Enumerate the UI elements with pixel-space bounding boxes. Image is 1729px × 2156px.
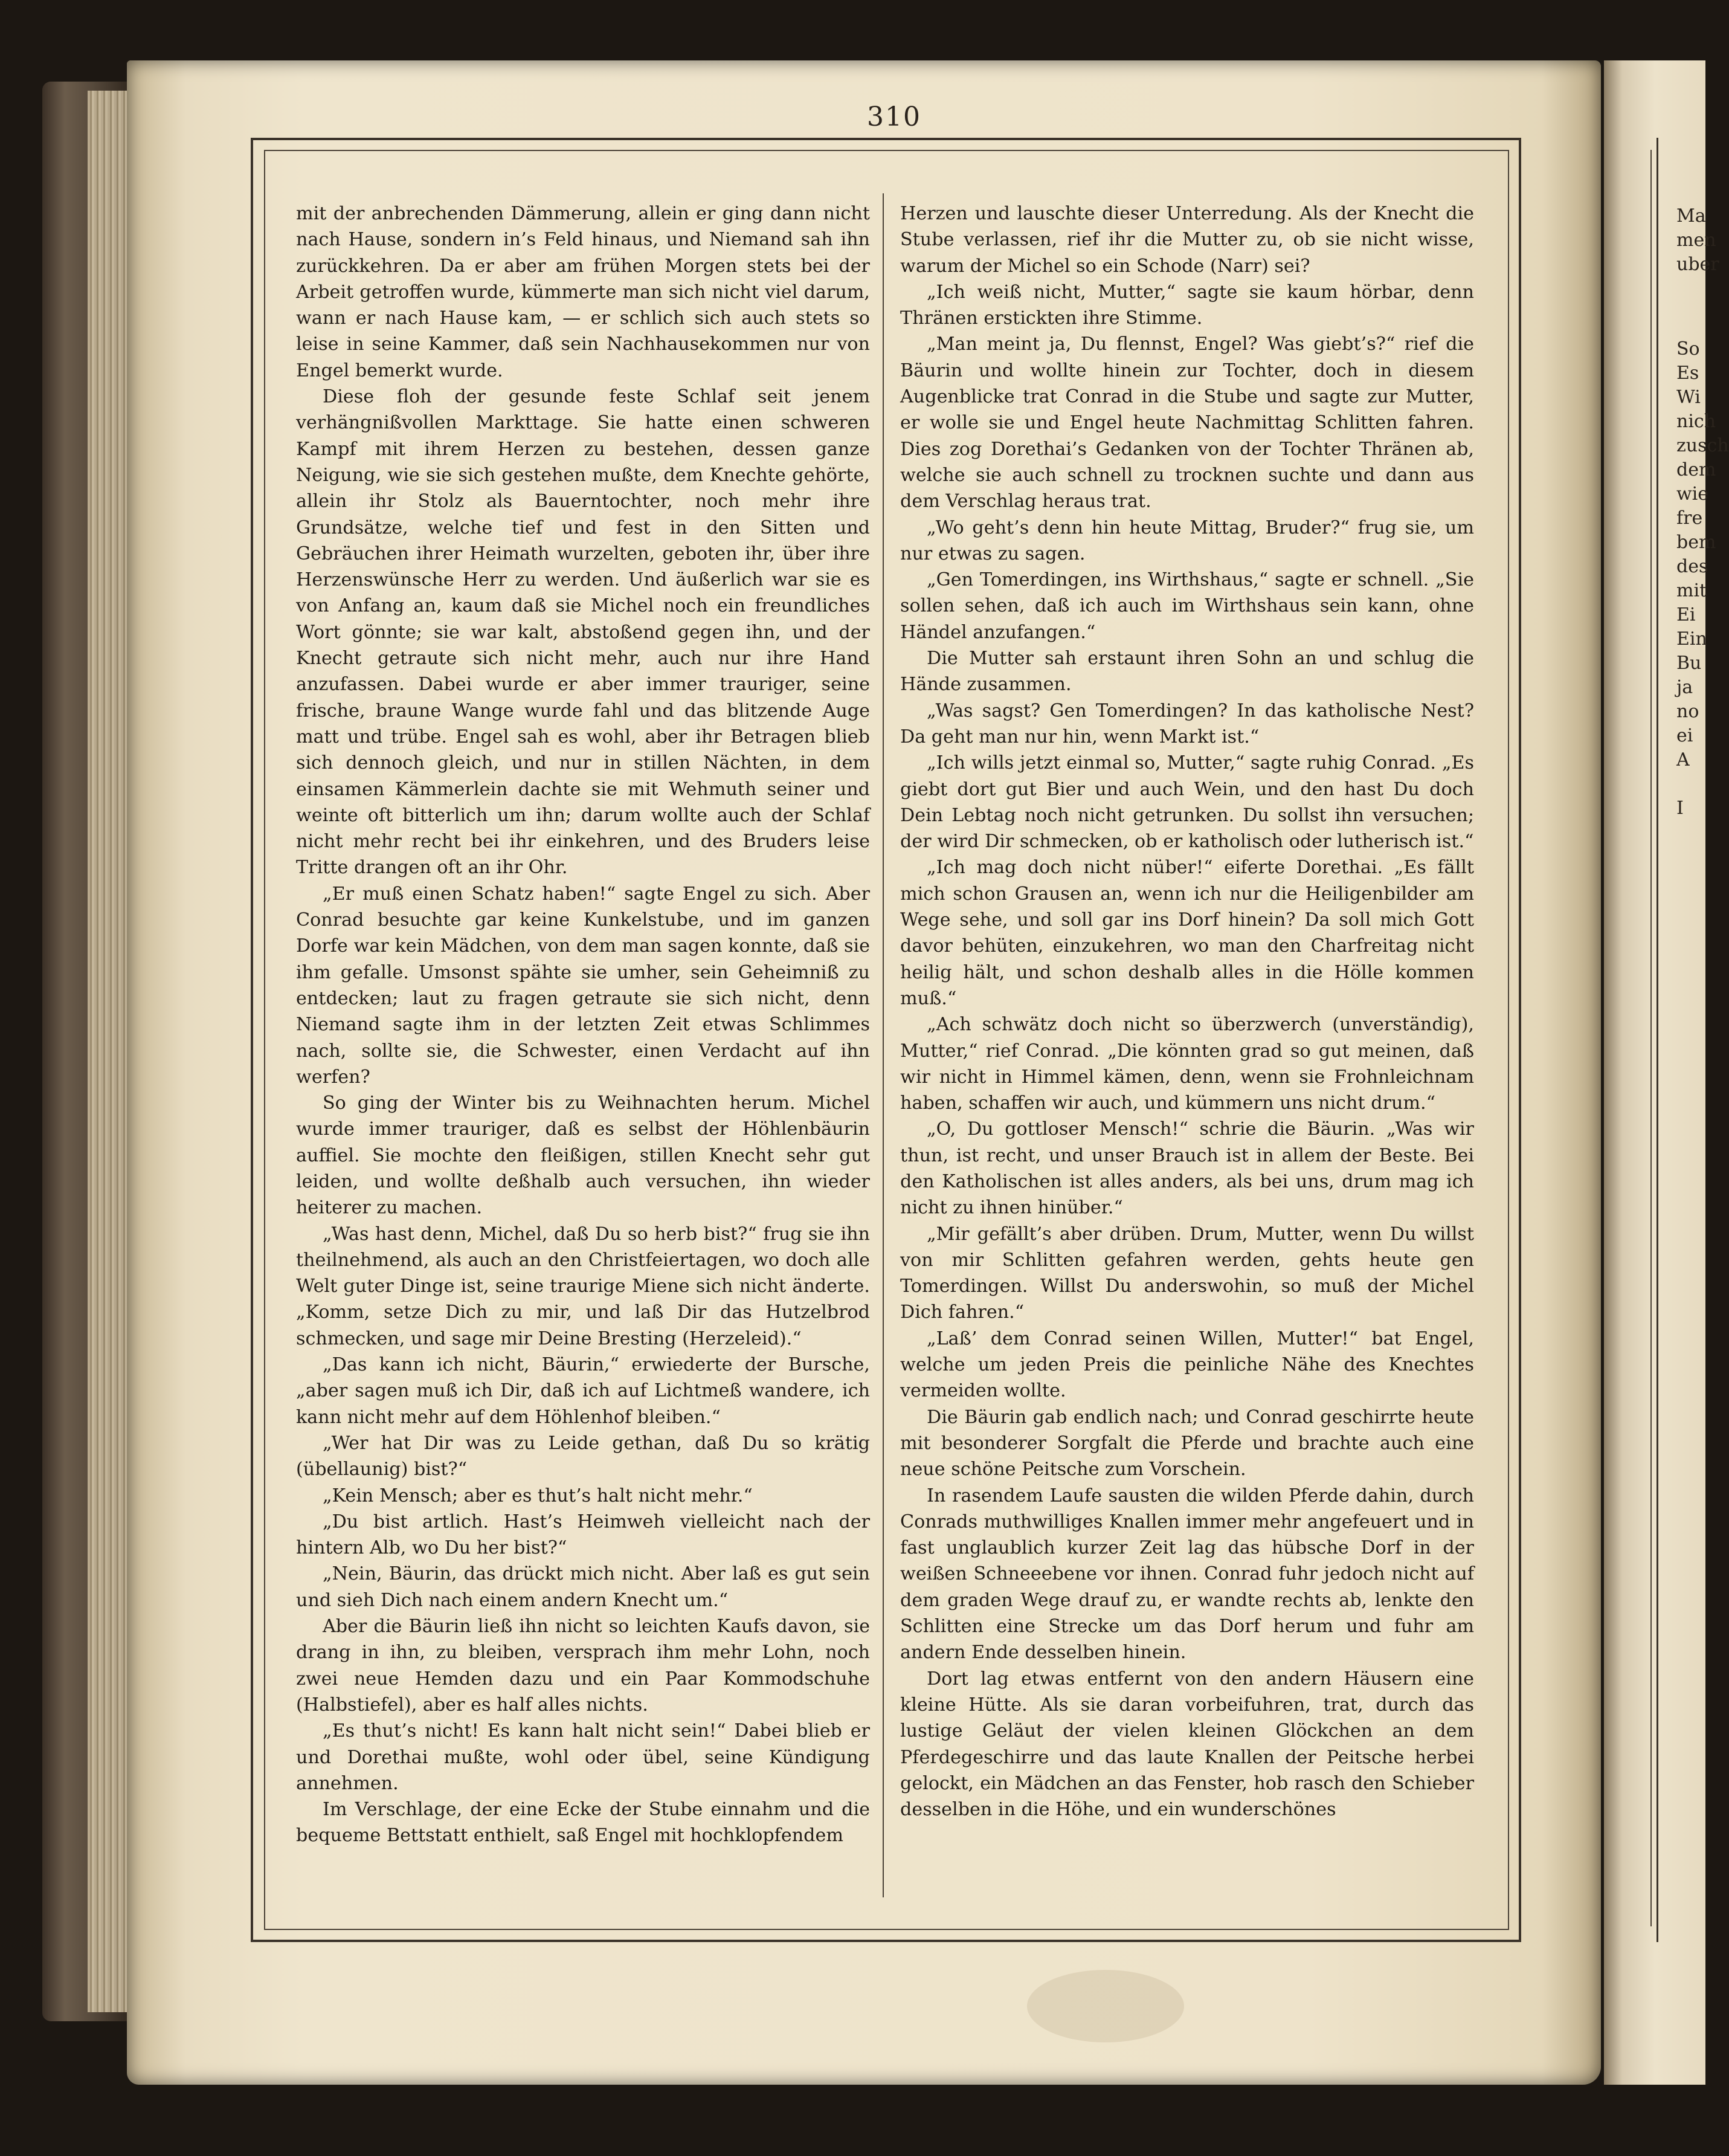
paragraph: „Was hast denn, Michel, daß Du so herb bist?“ frug sie ihn theilnehmend, als auch an den Christfeiertagen, wo doch alle Welt guter Dinge ist, seine traurige Miene sich nicht änderte. „Komm, setze Dich zu mir, und laß Dir das Hutzelbrod schmecken, und sage mir Deine Bresting (Herzeleid).“ <box>296 1223 870 1349</box>
facing-page-fragment: Ma <box>1676 205 1706 227</box>
facing-page-frame <box>1657 138 1658 1942</box>
facing-page-fragment: So <box>1676 338 1700 360</box>
paragraph: mit der anbrechenden Dämmerung, allein er ging dann nicht nach Hause, sondern in’s Feld hinaus, und Niemand sah ihn zurückkehren. Da er aber am frühen Morgen stets bei der Arbeit getroffen wurde, kümmerte man sich nicht viel darum, wann er nach Hause kam, — er schlich sich auch stets so leise in seine Kammer, daß sein Nachhausekommen nur von Engel bemerkt wurde. <box>296 203 870 381</box>
paragraph: Die Mutter sah erstaunt ihren Sohn an und schlug die Hände zusammen. <box>900 648 1474 696</box>
paragraph: „Kein Mensch; aber es thut’s halt nicht mehr.“ <box>323 1485 753 1506</box>
facing-page-fragment: wie <box>1676 483 1709 505</box>
paragraph: „Ich wills jetzt einmal so, Mutter,“ sagte ruhig Conrad. „Es giebt dort gut Bier und auch Wein, und den hast Du doch Dein Lebtag noch nicht getrunken. Du sollst ihn versuchen; der wird Dir schmecken, ob er katholisch oder lutherisch ist.“ <box>900 752 1474 853</box>
paragraph: „Ich mag doch nicht nüber!“ eiferte Dorethai. „Es fällt mich schon Grausen an, wenn ich nur die Heiligenbilder am Wege sehe, und soll gar ins Dorf hinein? Da soll mich Gott davor behüten, einzukehren, wo man den Charfreitag nicht heilig hält, und schon deshalb alles in die Hölle kommen muß.“ <box>900 857 1474 1009</box>
facing-page-fragment: dem <box>1676 459 1716 480</box>
paragraph: So ging der Winter bis zu Weihnachten herum. Michel wurde immer trauriger, daß es selbst der Höhlenbäurin auffiel. Sie mochte den fleißigen, stillen Knecht sehr gut leiden, und wollte deßhalb auch versuchen, ihn wieder heiterer zu machen. <box>296 1093 870 1219</box>
paragraph: „Du bist artlich. Hast’s Heimweh vielleicht nach der hintern Alb, wo Du her bist?“ <box>296 1511 870 1559</box>
paragraph: „Er muß einen Schatz haben!“ sagte Engel zu sich. Aber Conrad besuchte gar keine Kunkelstube, und im ganzen Dorfe war kein Mädchen, von dem man sagen konnte, daß sie ihm gefalle. Umsonst spähte sie umher, sein Geheimniß zu entdecken; laut zu fragen getraute sie sich nicht, denn Niemand sagte ihm in der letzten Zeit etwas Schlimmes nach, sollte sie, die Schwester, einen Verdacht auf ihn werfen? <box>296 883 870 1088</box>
facing-page-frame-inner <box>1650 150 1652 1926</box>
paragraph: Dort lag etwas entfernt von den andern Häusern eine kleine Hütte. Als sie daran vorbeifuhren, trat, durch das lustige Geläut der vielen kleinen Glöckchen an dem Pferdegeschirre und das laute Knallen der Peitsche herbei gelockt, ein Mädchen an das Fenster, hob rasch den Schieber desselben in die Höhe, und ein wunderschönes <box>900 1668 1474 1821</box>
facing-page-fragment: des <box>1676 556 1708 577</box>
facing-page-fragment: uber <box>1676 254 1719 275</box>
facing-page-fragment: A <box>1676 749 1690 770</box>
paragraph: „Nein, Bäurin, das drückt mich nicht. Aber laß es gut sein und sieh Dich nach einem andern Knecht um.“ <box>296 1563 870 1611</box>
right-column <box>900 201 1474 1905</box>
paragraph: „Laß’ dem Conrad seinen Willen, Mutter!“ bat Engel, welche um jeden Preis die peinliche Nähe des Knechtes vermeiden wollte. <box>900 1328 1474 1402</box>
paragraph: „Wer hat Dir was zu Leide gethan, daß Du so krätig (übellaunig) bist?“ <box>296 1432 870 1480</box>
left-column <box>296 201 870 1905</box>
paragraph: „Ich weiß nicht, Mutter,“ sagte sie kaum hörbar, denn Thränen erstickten ihre Stimme. <box>900 281 1474 329</box>
paragraph: „Es thut’s nicht! Es kann halt nicht sein!“ Dabei blieb er und Dorethai mußte, wohl oder übel, seine Kündigung annehmen. <box>296 1720 870 1794</box>
paragraph: „Was sagst? Gen Tomerdingen? In das katholische Nest? Da geht man nur hin, wenn Markt ist.“ <box>900 700 1474 747</box>
facing-page-fragment: ja <box>1676 677 1693 698</box>
paragraph: „Mir gefällt’s aber drüben. Drum, Mutter, wenn Du willst von mir Schlitten gefahren werden, gehts heute gen Tomerdingen. Willst Du anderswohin, so muß der Michel Dich fahren.“ <box>900 1223 1474 1323</box>
paragraph: In rasendem Laufe sausten die wilden Pferde dahin, durch Conrads muthwilliges Knallen immer mehr angefeuert und in fast unglaublich kurzer Zeit lag das hübsche Dorf in der weißen Schneeebene vor ihnen. Conrad fuhr jedoch nicht auf dem graden Wege drauf zu, er wandte rechts ab, lenkte den Schlitten eine Strecke um das Dorf herum und fuhr am andern Ende desselben hinein. <box>900 1485 1474 1664</box>
paragraph: Im Verschlage, der eine Ecke der Stube einnahm und die bequeme Bettstatt enthielt, saß Engel mit hochklopfendem <box>296 1799 870 1847</box>
facing-page-fragment: Bu <box>1676 653 1702 674</box>
facing-page-fragment: bem <box>1676 532 1716 553</box>
paper-stain <box>1027 1970 1184 2042</box>
facing-page-fragment: Es <box>1676 363 1699 384</box>
paragraph: Aber die Bäurin ließ ihn nicht so leichten Kaufs davon, sie drang in ihn, zu bleiben, versprach ihm mehr Lohn, noch zwei neue Hemden dazu und ein Paar Kommodschuhe (Halbstiefel), aber es half alles nichts. <box>296 1616 870 1715</box>
facing-page-fragment: nich <box>1676 411 1716 432</box>
paragraph: „Das kann ich nicht, Bäurin,“ erwiederte der Bursche, „aber sagen muß ich Dir, daß ich auf Lichtmeß wandere, ich kann nicht mehr auf dem Höhlenhof bleiben.“ <box>296 1354 870 1428</box>
paragraph: Diese floh der gesunde feste Schlaf seit jenem verhängnißvollen Markttage. Sie hatte einen schweren Kampf mit ihrem Herzen zu bestehen, dessen ganze Neigung, wie sie sich gestehen mußte, dem Knechte gehörte, allein ihr Stolz als Bauerntochter, noch mehr ihre Grundsätze, welche tief und fest in den Sitten und Gebräuchen ihrer Heimath wurzelten, geboten ihr, über ihre Herzenswünsche Herr zu werden. Und äußerlich war sie es von Anfang an, kaum daß sie Michel noch ein freundliches Wort gönnte; sie war kalt, abstoßend gegen ihn, und der Knecht getraute sich nicht mehr, auch nur ihre Hand anzufassen. Dabei wurde er aber immer trauriger, seine frische, braune Wange wurde fahl und das blitzende Auge matt und trübe. Engel sah es wohl, aber ihr Betragen blieb sich dennoch gleich, und nur in stillen Nächten, in dem einsamen Kämmerlein dachte sie mit Wehmuth seiner und weinte oft bitterlich um ihn; darum wollte auch der Schlaf nicht mehr recht bei ihr einkehren, und des Bruders leise Tritte drangen oft an ihr Ohr. <box>296 386 870 879</box>
column-divider <box>883 193 884 1897</box>
facing-page-fragment: Wi <box>1676 387 1701 408</box>
facing-page-fragment: no <box>1676 701 1699 722</box>
facing-page-fragment: mit <box>1676 580 1707 601</box>
facing-page-fragment: I <box>1676 798 1684 819</box>
facing-page-fragment: Ei <box>1676 604 1696 625</box>
page-number: 310 <box>867 102 921 132</box>
facing-page-fragment: zusch <box>1676 435 1729 456</box>
paragraph: „Wo geht’s denn hin heute Mittag, Bruder?“ frug sie, um nur etwas zu sagen. <box>900 517 1474 564</box>
facing-page-fragment: Ein <box>1676 628 1707 650</box>
paragraph: „O, Du gottloser Mensch!“ schrie die Bäurin. „Was wir thun, ist recht, und unser Brauch ist in allem der Beste. Bei den Katholischen ist alles anders, als bei uns, drum mag ich nicht zu ihnen hinüber.“ <box>900 1118 1474 1219</box>
facing-page-fragment: ei <box>1676 725 1693 746</box>
page-edges <box>88 91 130 2012</box>
paragraph: Die Bäurin gab endlich nach; und Conrad geschirrte heute mit besonderer Sorgfalt die Pferde und brachte auch eine neue schöne Peitsche zum Vorschein. <box>900 1406 1474 1480</box>
paragraph: „Man meint ja, Du flennst, Engel? Was giebt’s?“ rief die Bäurin und wollte hinein zur Tochter, doch in diesem Augenblicke trat Conrad in die Stube und sagte zur Mutter, er wolle sie und Engel heute Nachmittag Schlitten fahren. Dies zog Dorethai’s Gedanken von der Tochter Thränen ab, welche sie auch schnell zu trocknen suchte und dann aus dem Verschlag heraus trat. <box>900 334 1474 512</box>
paragraph: „Ach schwätz doch nicht so überzwerch (unverständig), Mutter,“ rief Conrad. „Die könnten grad so gut meinen, daß wir nicht in Himmel kämen, denn, wenn sie Frohnleichnam haben, schaffen wir auch, und kümmern uns nicht drum.“ <box>900 1014 1474 1114</box>
facing-page-fragment: fre <box>1676 508 1703 529</box>
facing-page-fragment: men <box>1676 230 1716 251</box>
paragraph: „Gen Tomerdingen, ins Wirthshaus,“ sagte er schnell. „Sie sollen sehen, daß ich auch im Wirthshaus sein kann, ohne Händel anzufangen.“ <box>900 569 1474 643</box>
paragraph: Herzen und lauschte dieser Unterredung. Als der Knecht die Stube verlassen, rief ihr die Mutter zu, ob sie nicht wisse, warum der Michel so ein Schode (Narr) sei? <box>900 203 1474 277</box>
